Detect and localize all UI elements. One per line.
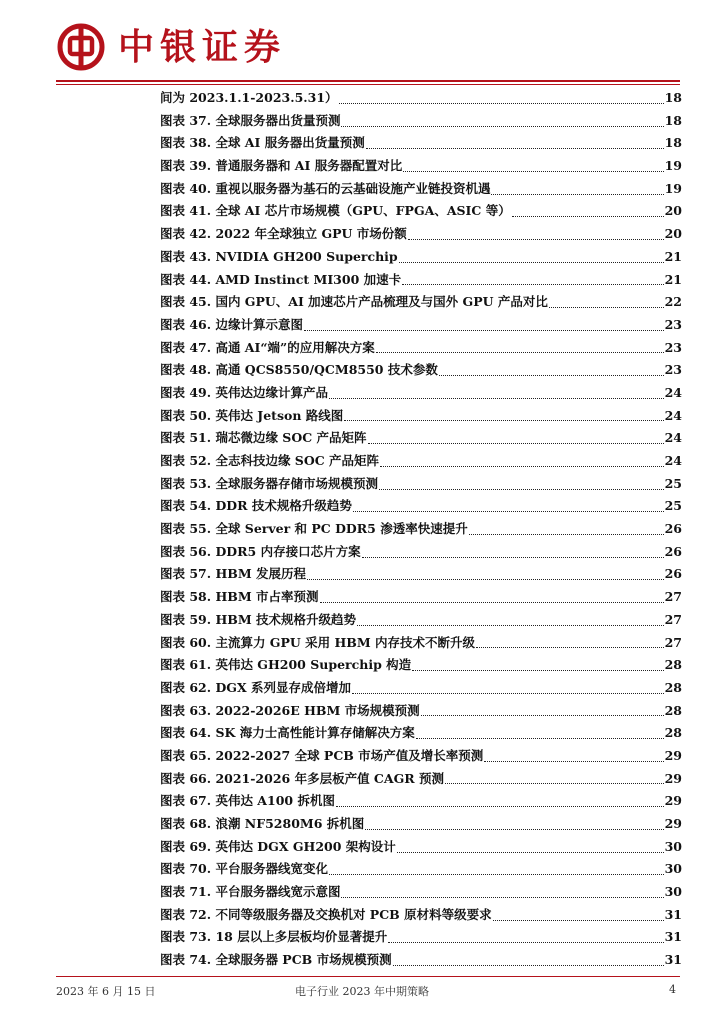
toc-entry[interactable] (160, 314, 682, 337)
toc-dot-leader (493, 920, 664, 921)
toc-entry[interactable] (160, 881, 682, 904)
toc-entry[interactable] (160, 949, 682, 972)
toc-entry[interactable] (160, 609, 682, 632)
toc-entry[interactable] (160, 541, 682, 564)
toc-entry-title: 图表 45. 国内 GPU、AI 加速芯片产品梳理及与国外 GPU 产品对比 (160, 294, 548, 310)
toc-entry-title: 图表 70. 平台服务器线宽变化 (160, 861, 328, 877)
toc-dot-leader (491, 194, 663, 195)
toc-dot-leader (549, 307, 664, 308)
footer-divider (56, 976, 680, 977)
toc-entry-title: 间为 2023.1.1-2023.5.31） (160, 90, 338, 105)
toc-entry-page: 20 (664, 203, 682, 219)
toc-entry-page: 20 (664, 226, 682, 242)
toc-entry-title: 图表 40. 重视以服务器为基石的云基础设施产业链投资机遇 (160, 180, 491, 196)
toc-entry-title: 图表 64. SK 海力士高性能计算存储解决方案 (160, 725, 415, 741)
toc-dot-leader (476, 647, 664, 648)
toc-entry[interactable] (160, 87, 682, 110)
toc-entry-title: 图表 58. HBM 市占率预测 (160, 589, 319, 605)
toc-entry[interactable] (160, 132, 682, 155)
toc-entry-page: 18 (664, 90, 682, 105)
toc-entry[interactable] (160, 836, 682, 859)
toc-entry[interactable] (160, 790, 682, 813)
toc-dot-leader (353, 511, 664, 512)
toc-dot-leader (388, 942, 663, 943)
toc-entry-page: 19 (664, 158, 682, 174)
header-divider-thin (56, 84, 680, 85)
toc-entry[interactable] (160, 677, 682, 700)
toc-entry[interactable] (160, 768, 682, 791)
toc-entry-page: 18 (664, 135, 682, 151)
toc-entry-title: 图表 74. 全球服务器 PCB 市场规模预测 (160, 952, 392, 968)
toc-entry-page: 31 (664, 952, 682, 968)
toc-entry[interactable] (160, 926, 682, 949)
toc-entry-page: 24 (664, 384, 682, 400)
brand-name: 中银证券 (118, 27, 287, 68)
toc-dot-leader (512, 216, 664, 217)
toc-entry-title: 图表 65. 2022-2027 全球 PCB 市场产值及增长率预测 (160, 747, 484, 763)
toc-entry-title: 图表 39. 普通服务器和 AI 服务器配置对比 (160, 158, 403, 174)
toc-dot-leader (399, 262, 664, 263)
toc-entry-title: 图表 59. HBM 技术规格升级趋势 (160, 611, 357, 627)
toc-entry-title: 图表 63. 2022-2026E HBM 市场规模预测 (160, 702, 420, 718)
toc-entry-title: 图表 57. HBM 发展历程 (160, 566, 307, 582)
toc-dot-leader (362, 557, 664, 558)
toc-entry-title: 图表 61. 英伟达 GH200 Superchip 构造 (160, 657, 412, 673)
toc-dot-leader (365, 829, 663, 830)
toc-entry-page: 30 (664, 861, 682, 877)
toc-entry[interactable] (160, 155, 682, 178)
toc-dot-leader (380, 466, 664, 467)
toc-entry-page: 29 (664, 747, 682, 763)
header-divider (56, 80, 680, 82)
toc-entry[interactable] (160, 291, 682, 314)
toc-entry-title: 图表 49. 英伟达边缘计算产品 (160, 384, 328, 400)
footer-date: 2023 年 6 月 15 日 (56, 985, 156, 998)
toc-entry-title: 图表 37. 全球服务器出货量预测 (160, 112, 341, 128)
toc-entry-title: 图表 52. 全志科技边缘 SOC 产品矩阵 (160, 453, 380, 468)
toc-entry-title: 图表 44. AMD Instinct MI300 加速卡 (160, 271, 402, 287)
toc-entry-title: 图表 51. 瑞芯微边缘 SOC 产品矩阵 (160, 430, 367, 446)
toc-dot-leader (402, 284, 663, 285)
toc-dot-leader (320, 602, 664, 603)
toc-entry-title: 图表 67. 英伟达 A100 拆机图 (160, 793, 335, 809)
toc-dot-leader (357, 625, 664, 626)
toc-entry-page: 26 (664, 566, 682, 582)
toc-dot-leader (366, 148, 664, 149)
toc-entry-page: 24 (664, 453, 682, 468)
toc-dot-leader (344, 420, 663, 421)
toc-dot-leader (416, 738, 664, 739)
toc-entry-title: 图表 47. 高通 AI“端”的应用解决方案 (160, 339, 375, 355)
toc-entry[interactable] (160, 858, 682, 881)
toc-entry-page: 22 (664, 294, 682, 310)
toc-entry-title: 图表 41. 全球 AI 芯片市场规模（GPU、FPGA、ASIC 等） (160, 203, 511, 219)
toc-entry-page: 25 (664, 475, 682, 491)
toc-entry[interactable] (160, 654, 682, 677)
toc-dot-leader (376, 352, 664, 353)
toc-dot-leader (329, 398, 664, 399)
toc-entry[interactable] (160, 518, 682, 541)
toc-dot-leader (397, 852, 664, 853)
toc-entry-page: 26 (664, 543, 682, 559)
toc-dot-leader (484, 761, 663, 762)
toc-entry-page: 23 (664, 362, 682, 378)
toc-entry[interactable] (160, 586, 682, 609)
toc-entry-page: 27 (664, 589, 682, 605)
toc-entry-page: 21 (664, 248, 682, 264)
table-of-figures (160, 87, 682, 972)
toc-entry[interactable] (160, 495, 682, 518)
toc-dot-leader (339, 103, 664, 104)
toc-entry-page: 31 (664, 906, 682, 922)
toc-entry-page: 25 (664, 498, 682, 514)
toc-entry-title: 图表 69. 英伟达 DGX GH200 架构设计 (160, 838, 396, 854)
toc-entry-title: 图表 60. 主流算力 GPU 采用 HBM 内存技术不断升级 (160, 634, 476, 650)
toc-entry[interactable] (160, 904, 682, 927)
toc-entry[interactable] (160, 359, 682, 382)
toc-entry-title: 图表 73. 18 层以上多层板均价显著提升 (160, 929, 388, 945)
toc-dot-leader (408, 239, 664, 240)
toc-entry-title: 图表 55. 全球 Server 和 PC DDR5 渗透率快速提升 (160, 521, 468, 537)
toc-dot-leader (352, 693, 664, 694)
toc-entry[interactable] (160, 246, 682, 269)
toc-entry-page: 28 (664, 725, 682, 741)
toc-dot-leader (379, 489, 664, 490)
toc-entry[interactable] (160, 405, 682, 428)
toc-entry[interactable] (160, 632, 682, 655)
toc-entry-title: 图表 54. DDR 技术规格升级趋势 (160, 498, 352, 514)
toc-entry[interactable] (160, 269, 682, 292)
toc-entry[interactable] (160, 700, 682, 723)
toc-dot-leader (412, 670, 663, 671)
toc-entry[interactable] (160, 223, 682, 246)
toc-entry[interactable] (160, 200, 682, 223)
footer-report-title: 电子行业 2023 年中期策略 (295, 985, 429, 998)
toc-entry-title: 图表 72. 不同等级服务器及交换机对 PCB 原材料等级要求 (160, 906, 492, 922)
toc-dot-leader (445, 783, 664, 784)
toc-entry-page: 30 (664, 838, 682, 854)
toc-entry[interactable] (160, 745, 682, 768)
toc-dot-leader (469, 534, 664, 535)
toc-entry[interactable] (160, 722, 682, 745)
toc-entry-title: 图表 68. 浪潮 NF5280M6 拆机图 (160, 816, 365, 831)
toc-dot-leader (439, 375, 664, 376)
toc-entry-title: 图表 46. 边缘计算示意图 (160, 316, 303, 332)
toc-dot-leader (341, 126, 663, 127)
toc-entry-page: 28 (664, 702, 682, 718)
toc-dot-leader (403, 171, 663, 172)
toc-entry-title: 图表 42. 2022 年全球独立 GPU 市场份额 (160, 226, 407, 242)
toc-dot-leader (307, 579, 664, 580)
toc-entry-page: 26 (664, 521, 682, 537)
toc-entry-page: 31 (664, 929, 682, 945)
toc-entry[interactable] (160, 337, 682, 360)
bank-of-china-logo-icon (56, 22, 106, 72)
toc-entry[interactable] (160, 178, 682, 201)
toc-entry-page: 23 (664, 339, 682, 355)
toc-entry-page: 28 (664, 679, 682, 695)
toc-entry-page: 29 (664, 793, 682, 809)
toc-entry-page: 27 (664, 611, 682, 627)
toc-dot-leader (393, 965, 664, 966)
toc-entry-page: 19 (664, 180, 682, 196)
toc-entry-title: 图表 62. DGX 系列显存成倍增加 (160, 679, 352, 695)
toc-entry[interactable] (160, 110, 682, 133)
toc-entry[interactable] (160, 813, 682, 836)
toc-entry-title: 图表 50. 英伟达 Jetson 路线图 (160, 407, 344, 423)
toc-entry-title: 图表 43. NVIDIA GH200 Superchip (160, 248, 398, 264)
toc-entry-page: 29 (664, 816, 682, 831)
toc-dot-leader (368, 443, 664, 444)
toc-entry-title: 图表 71. 平台服务器线宽示意图 (160, 884, 341, 900)
toc-dot-leader (421, 715, 664, 716)
toc-entry-page: 30 (664, 884, 682, 900)
toc-entry-title: 图表 38. 全球 AI 服务器出货量预测 (160, 135, 365, 151)
toc-entry-page: 24 (664, 407, 682, 423)
toc-entry-page: 24 (664, 430, 682, 446)
toc-entry[interactable] (160, 563, 682, 586)
toc-entry[interactable] (160, 382, 682, 405)
toc-entry-page: 21 (664, 271, 682, 287)
toc-entry[interactable] (160, 427, 682, 450)
toc-dot-leader (329, 874, 664, 875)
toc-dot-leader (304, 330, 664, 331)
toc-entry-page: 23 (664, 316, 682, 332)
toc-entry-title: 图表 48. 高通 QCS8550/QCM8550 技术参数 (160, 362, 438, 378)
toc-entry-page: 29 (664, 770, 682, 786)
toc-entry-page: 28 (664, 657, 682, 673)
toc-entry-title: 图表 66. 2021-2026 年多层板产值 CAGR 预测 (160, 770, 444, 786)
toc-dot-leader (336, 806, 664, 807)
footer-page-number: 4 (669, 983, 676, 996)
page-header (56, 18, 676, 76)
toc-entry[interactable] (160, 473, 682, 496)
toc-entry[interactable] (160, 450, 682, 473)
toc-entry-title: 图表 56. DDR5 内存接口芯片方案 (160, 543, 361, 559)
toc-entry-title: 图表 53. 全球服务器存储市场规模预测 (160, 475, 378, 491)
toc-entry-page: 27 (664, 634, 682, 650)
toc-dot-leader (341, 897, 663, 898)
toc-entry-page: 18 (664, 112, 682, 128)
